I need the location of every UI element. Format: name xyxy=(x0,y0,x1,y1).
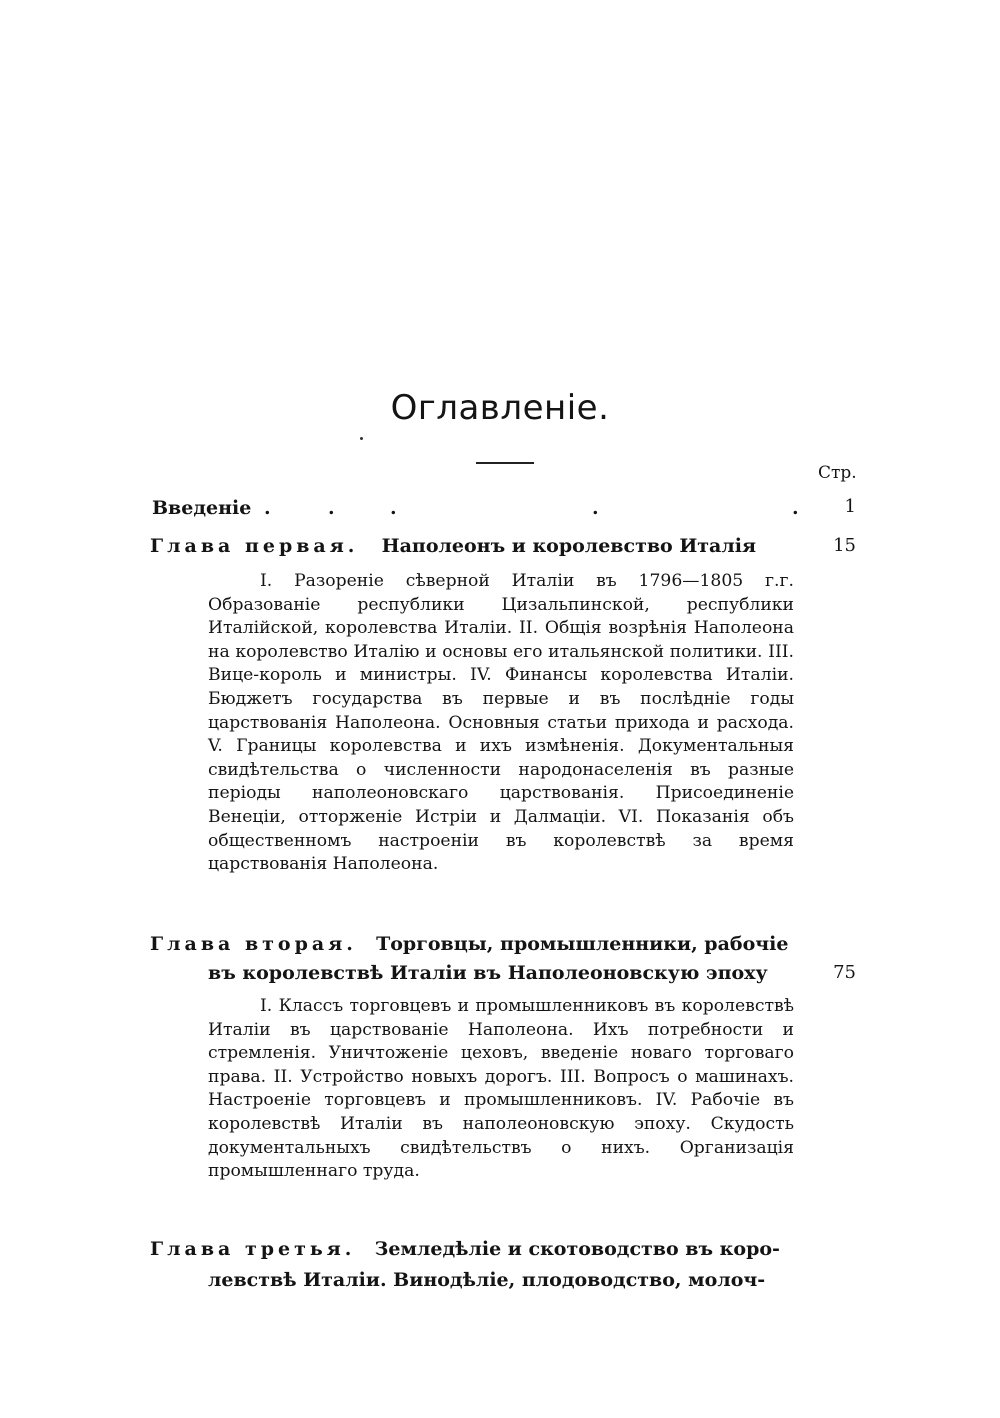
chapter-1-page-number: 15 xyxy=(833,535,856,556)
chapter-2-page-number: 75 xyxy=(833,962,856,983)
chapter-3-title-line-2-row[interactable] xyxy=(208,1266,765,1295)
page-column-header: Стр. xyxy=(818,463,857,483)
intro-page-number: 1 xyxy=(844,496,856,517)
chapter-1-prefix: Глава первая. xyxy=(150,535,359,557)
chapter-1-description: I. Разореніе сѣверной Италіи въ 1796—1805 г.г. Образованіе республики Цизальпинской, республики Италійской, королевства Италіи. II. Общія возрѣнія Наполеона на королевство Италію и основы его итальянской политики. III. Вице-король и министры. IV. Финансы королевства Италіи. Бюджетъ государства въ первые и въ послѣдніе годы царствованія Наполеона. Основныя статьи прихода и расхода. V. Границы королевства и ихъ измѣненія. Документальныя свидѣтельства о численности народонаселенія въ разные періоды наполеоновскаго царствованія. Присоединеніе Венеціи, отторженіе Истріи и Далмаціи. VI. Показанія объ общественномъ настроеніи въ королевствѣ за время царствованія Наполеона. xyxy=(208,571,794,875)
toc-entry-chapter-3[interactable] xyxy=(150,1235,780,1264)
chapter-2-description: I. Классъ торговцевъ и промышленниковъ въ королевствѣ Италіи въ царствованіе Наполеона. Ихъ потребности и стремленія. Уничтоженіе цеховъ, введеніе новаго торговаго права. II. Устройство новыхъ дорогъ. III. Вопросъ о машинахъ. Настроеніе торговцевъ и промышленниковъ. IV. Рабочіе въ королевствѣ Италіи въ наполеоновскую эпоху. Скудость документальныхъ свидѣтельствъ о нихъ. Организація промышленнаго труда. xyxy=(208,996,794,1182)
chapter-3-prefix: Глава третья. xyxy=(150,1238,356,1260)
toc-entry-chapter-1[interactable] xyxy=(150,532,756,561)
chapter-2-prefix: Глава вторая. xyxy=(150,933,357,955)
intro-label: Введеніе xyxy=(152,497,252,519)
toc-entry-chapter-2[interactable] xyxy=(150,930,788,959)
page-title: Оглавленіе. xyxy=(390,388,610,428)
toc-entry-intro[interactable] xyxy=(152,494,251,523)
chapter-3-title-line-2: левствѣ Италіи. Винодѣліе, плодоводство, молоч- xyxy=(208,1269,766,1291)
chapter-2-title-line-2: въ королевствѣ Италіи въ Наполеоновскую эпоху xyxy=(208,962,768,984)
chapter-3-title-line-1: Земледѣліе и скотоводство въ коро- xyxy=(374,1238,780,1260)
chapter-2-title-line-2-row[interactable] xyxy=(208,959,768,988)
ink-speck xyxy=(360,437,363,440)
chapter-1-title: Наполеонъ и королевство Италія xyxy=(381,535,757,557)
title-divider xyxy=(476,462,534,464)
chapter-2-title-line-1: Торговцы, промышленники, рабочіе xyxy=(376,933,789,955)
